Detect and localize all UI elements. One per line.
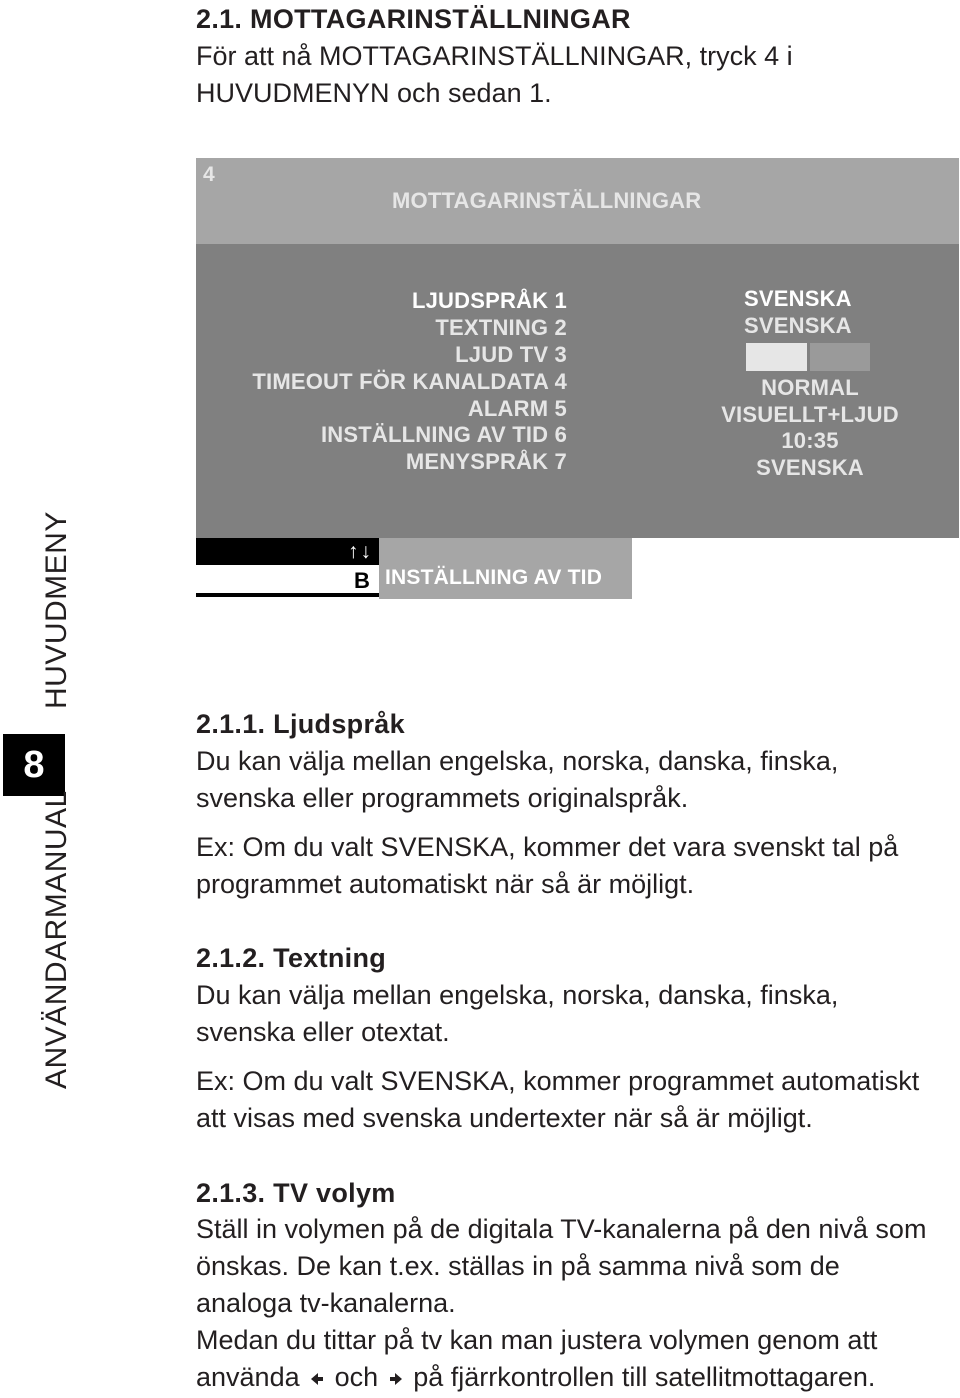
side-label-bottom: ANVÄNDARMANUAL <box>40 790 73 1089</box>
menu-label-ljudsprak[interactable]: LJUDSPRÅK 1 <box>411 288 567 313</box>
menu-value-time: 10:35 <box>781 428 839 453</box>
menu-number: 4 <box>203 163 215 186</box>
menu-label-installning-av-tid[interactable]: INSTÄLLNING AV TID 6 <box>321 422 567 447</box>
footer-key-b[interactable]: B <box>354 568 370 593</box>
sub2-para1-line1: Du kan välja mellan engelska, norska, danska, finska, <box>196 980 839 1010</box>
menu-value-ljudsprak: SVENSKA <box>744 286 852 311</box>
footer-key-text: INSTÄLLNING AV TID <box>385 566 603 589</box>
menu-title: MOTTAGARINSTÄLLNINGAR <box>392 188 702 213</box>
footer-strip <box>196 538 959 599</box>
left-arrow-icon <box>309 1360 325 1397</box>
sub3-line3: analoga tv-kanalerna. <box>196 1288 456 1318</box>
footer-key-text-bg <box>379 538 632 599</box>
sub2-para2-line2: att visas med svenska undertexter när så är möjligt. <box>196 1103 813 1133</box>
menu-header <box>196 158 959 244</box>
sub1-para1-line2: svenska eller programmets originalspråk. <box>196 783 689 813</box>
menu-value-timeout: NORMAL <box>761 375 859 400</box>
sub2-heading: 2.1.2. Textning <box>196 943 387 973</box>
sub3-line1: Ställ in volymen på de digitala TV-kanalerna på den nivå som <box>196 1214 927 1244</box>
menu-label-textning[interactable]: TEXTNING 2 <box>435 315 567 340</box>
footer-nav-bar <box>196 538 379 565</box>
section-intro-line1: För att nå MOTTAGARINSTÄLLNINGAR, tryck 4 i <box>196 41 793 71</box>
volume-bar[interactable] <box>746 343 870 371</box>
tv-menu-screenshot <box>196 158 959 599</box>
chapter-number: 8 <box>23 744 45 786</box>
sub3-line2: önskas. De kan t.ex. ställas in på samma nivå som de <box>196 1251 840 1281</box>
chapter-tab <box>3 734 65 796</box>
sub1-para1-line1: Du kan välja mellan engelska, norska, danska, finska, <box>196 746 839 776</box>
sub1-para2-line1: Ex: Om du valt SVENSKA, kommer det vara svenskt tal på <box>196 832 899 862</box>
menu-label-timeout[interactable]: TIMEOUT FÖR KANALDATA 4 <box>252 369 567 394</box>
sub1-para2-line2: programmet automatiskt när så är möjligt. <box>196 869 695 899</box>
side-label-top: HUVUDMENY <box>40 511 73 709</box>
sub3-line4: Medan du tittar på tv kan man justera volymen genom att <box>196 1325 878 1355</box>
sub2-para2-line1: Ex: Om du valt SVENSKA, kommer programmet automatiskt <box>196 1066 920 1096</box>
sub3-heading: 2.1.3. TV volym <box>196 1178 396 1208</box>
sub3-line5-mid: och <box>334 1362 379 1392</box>
sub1-heading: 2.1.1. Ljudspråk <box>196 709 405 739</box>
volume-bar-divider <box>807 343 810 371</box>
sub3-line5-end: på fjärrkontrollen till satellitmottagaren. <box>413 1362 876 1392</box>
menu-label-menysprak[interactable]: MENYSPRÅK 7 <box>405 449 567 474</box>
menu-value-textning: SVENSKA <box>744 313 852 338</box>
volume-bar-fill <box>746 343 808 371</box>
sub3-line5-start: använda <box>196 1362 300 1392</box>
menu-label-ljud-tv[interactable]: LJUD TV 3 <box>455 342 567 367</box>
sub3-line5 <box>196 1359 875 1397</box>
sub2-para1-line2: svenska eller otextat. <box>196 1017 450 1047</box>
up-down-arrows-icon: ↑↓ <box>348 540 373 563</box>
footer-bottom-line <box>196 593 379 597</box>
section-heading: 2.1. MOTTAGARINSTÄLLNINGAR <box>196 4 631 34</box>
menu-label-alarm[interactable]: ALARM 5 <box>467 396 567 421</box>
menu-value-alarm: VISUELLT+LJUD <box>721 402 899 427</box>
menu-value-menysprak: SVENSKA <box>756 455 864 480</box>
section-intro-line2: HUVUDMENYN och sedan 1. <box>196 78 552 108</box>
right-arrow-icon <box>388 1360 404 1397</box>
